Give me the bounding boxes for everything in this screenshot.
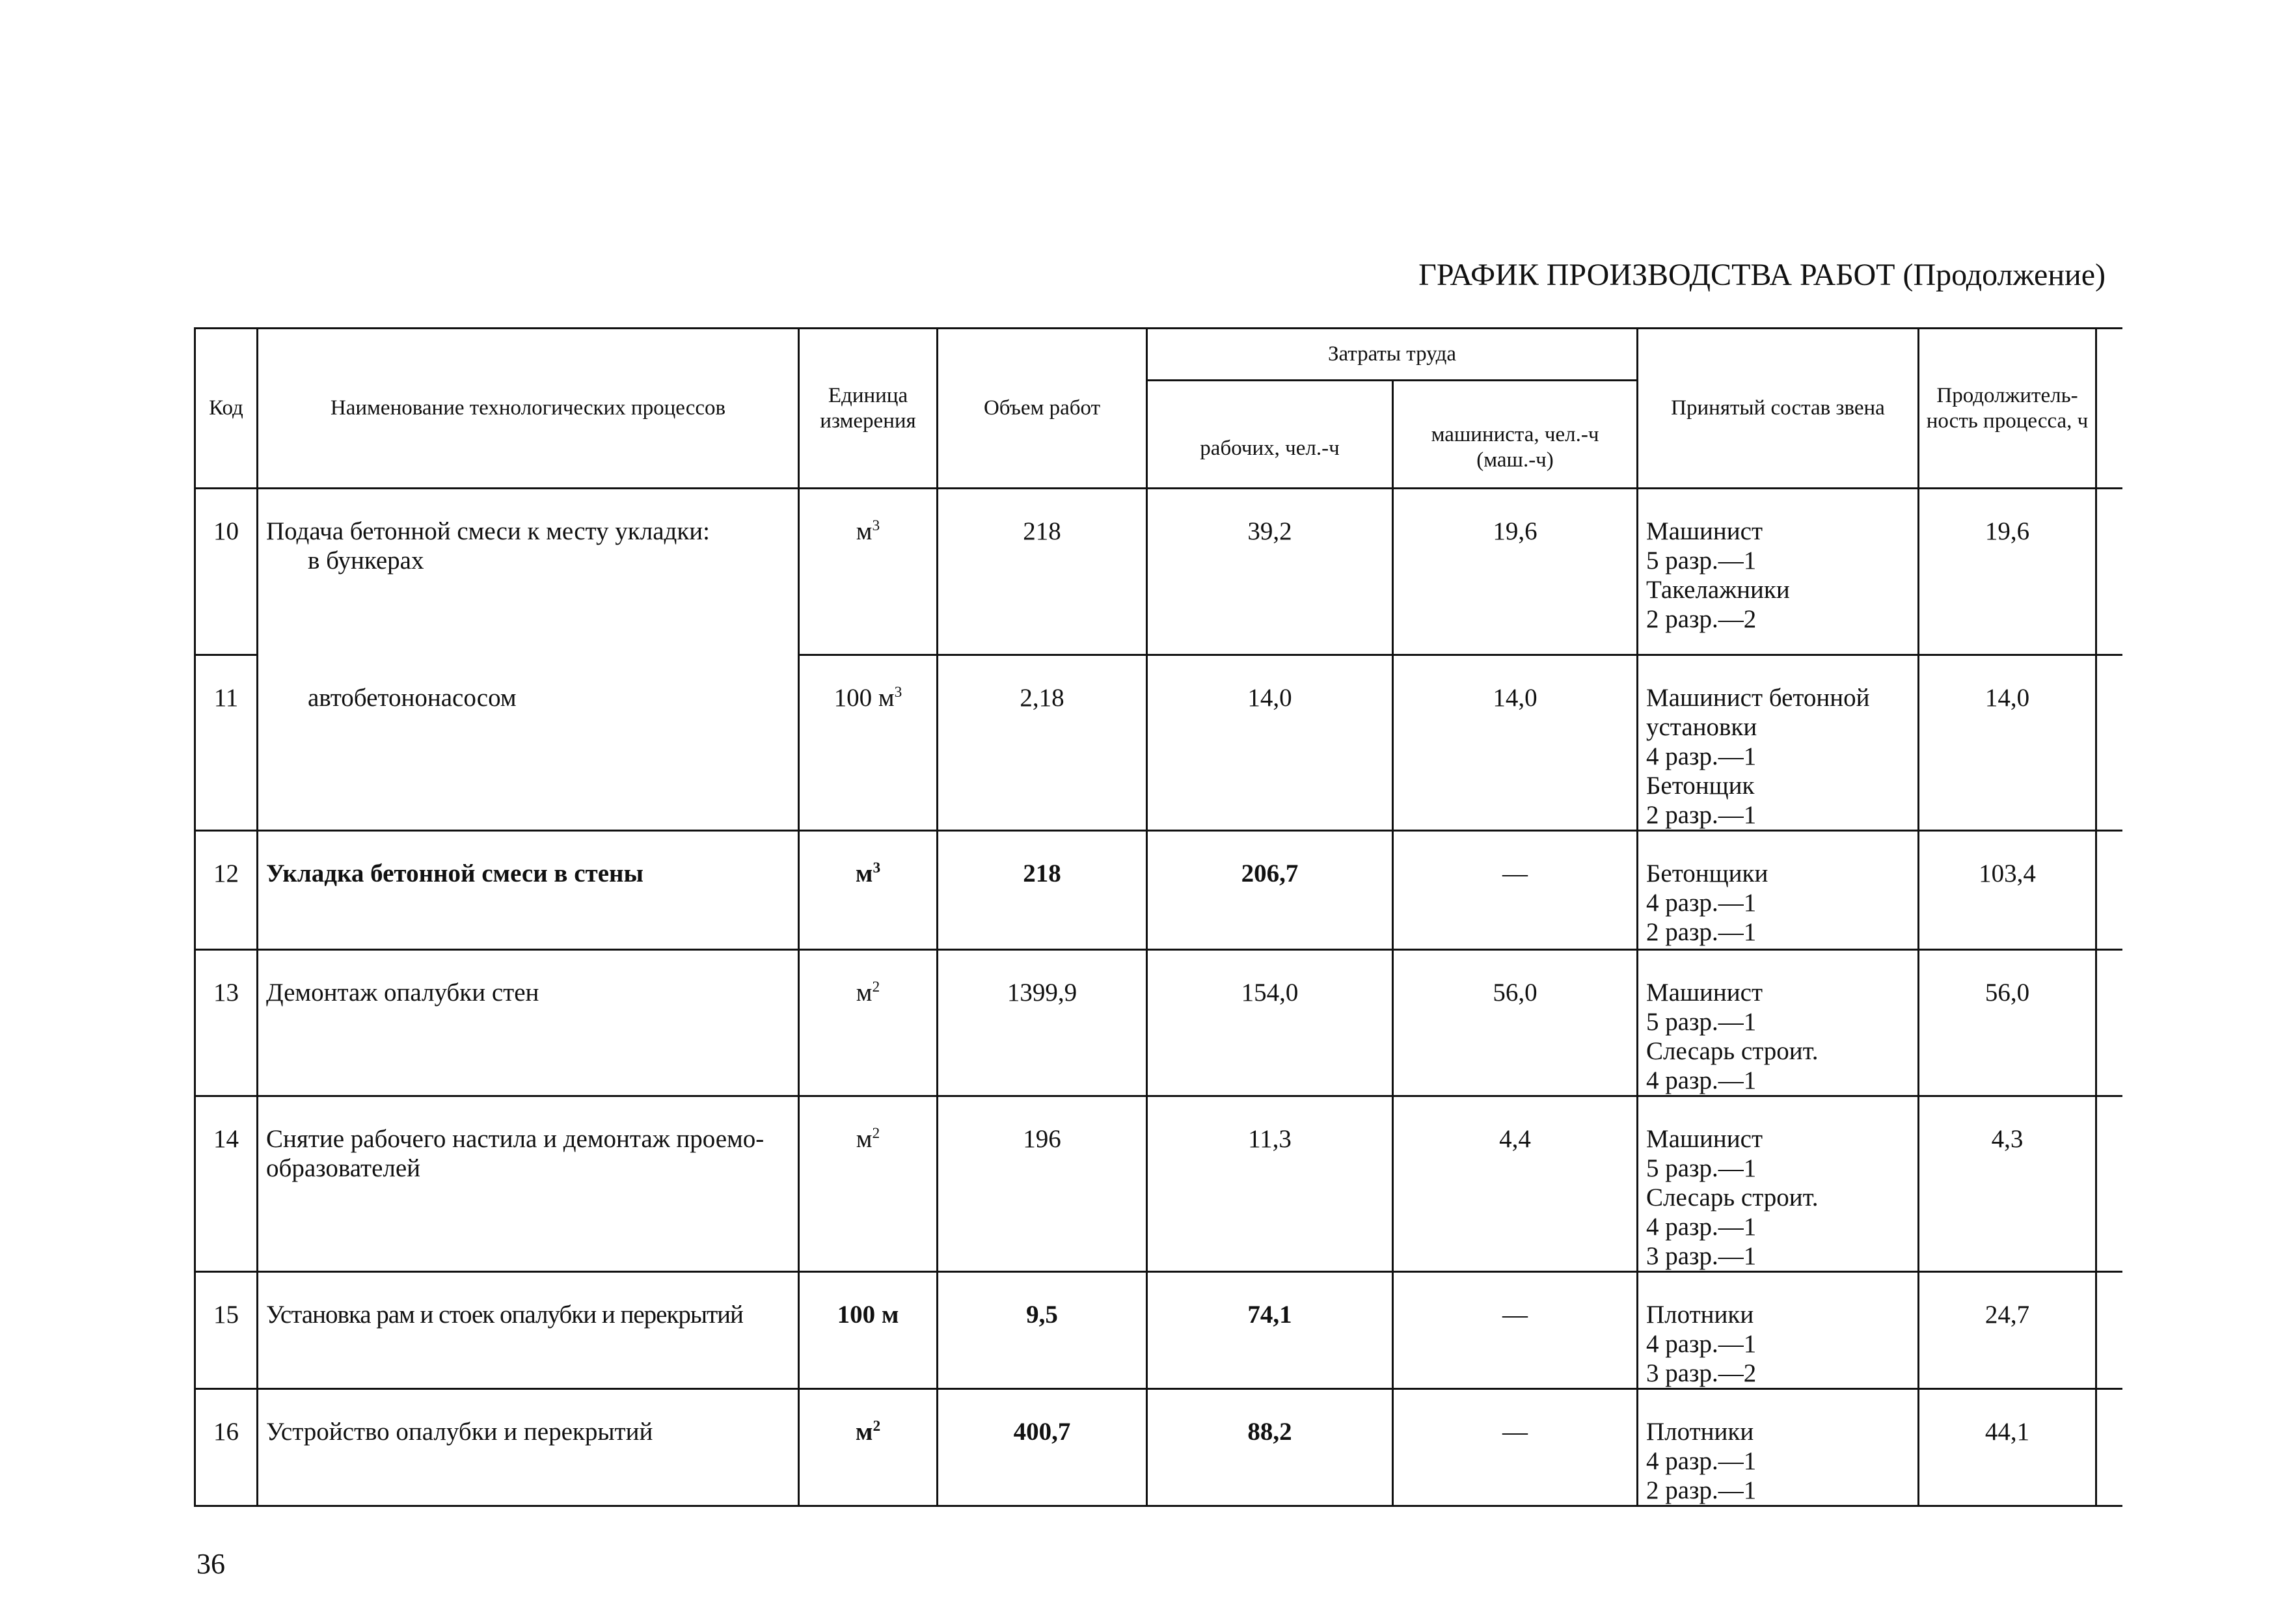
row-unit: 100 $м^3$ [799, 655, 938, 831]
row-unit: $м^2$ [799, 950, 938, 1096]
crew-line: Слесарь строит. [1646, 1184, 1819, 1211]
row-labor-workers: 88,2 [1147, 1389, 1393, 1506]
row-crew [1638, 1389, 1919, 1506]
row-labor-operator: 4,4 [1393, 1096, 1638, 1272]
crew-line: Машинист [1646, 979, 1763, 1007]
row-duration: 56,0 [1919, 950, 2096, 1096]
row-volume: 1399,9 [938, 950, 1147, 1096]
row-blank [2096, 1389, 2122, 1506]
row-labor-operator: 14,0 [1393, 655, 1638, 831]
row-crew [1638, 1272, 1919, 1389]
crew-line: Машинист [1646, 1125, 1763, 1153]
row-volume: 2,18 [938, 655, 1147, 831]
row-process-name [258, 1096, 799, 1272]
crew-line: 3 разр.—2 [1646, 1359, 1757, 1387]
row-crew [1638, 831, 1919, 950]
row-unit: $м^3$ [799, 831, 938, 950]
row-labor-workers: 11,3 [1147, 1096, 1393, 1272]
process-name-text: Снятие рабочего настила и демонтаж проемо- [266, 1125, 765, 1153]
row-duration: 14,0 [1919, 655, 2096, 831]
row-process-name: Устройство опалубки и перекрытий [258, 1389, 799, 1506]
crew-line: 5 разр.—1 [1646, 1154, 1757, 1182]
process-name-sub: образователей [266, 1154, 421, 1182]
row-duration: 24,7 [1919, 1272, 2096, 1389]
crew-line: 2 разр.—2 [1646, 605, 1757, 633]
process-name-sub: в бункерах [308, 547, 424, 575]
page-number: 36 [196, 1548, 225, 1580]
crew-line: Машинист [1646, 517, 1763, 545]
row-crew [1638, 655, 1919, 831]
row-blank [2096, 655, 2122, 831]
header-labor-workers: рабочих, чел.-ч [1147, 381, 1393, 489]
row-process-name [258, 489, 799, 831]
row-unit: $м^2$ [799, 1096, 938, 1272]
row-labor-workers: 39,2 [1147, 489, 1393, 655]
row-code: 11 [195, 655, 258, 831]
row-blank [2096, 1272, 2122, 1389]
row-unit: 100 м [799, 1272, 938, 1389]
crew-line: Плотники [1646, 1418, 1754, 1446]
row-blank [2096, 950, 2122, 1096]
row-duration: 4,3 [1919, 1096, 2096, 1272]
crew-line: 5 разр.—1 [1646, 1008, 1757, 1036]
header-code: Код [195, 329, 258, 489]
page-title: ГРАФИК ПРОИЗВОДСТВА РАБОТ (Продолжение) [1418, 258, 2106, 292]
row-volume: 218 [938, 489, 1147, 655]
row-unit: $м^2$ [799, 1389, 938, 1506]
crew-line: 4 разр.—1 [1646, 1066, 1757, 1094]
crew-line: Машинист бетонной [1646, 684, 1870, 712]
row-code: 15 [195, 1272, 258, 1389]
process-name-text: Подача бетонной смеси к месту укладки: [266, 517, 711, 545]
process-name-sub: автобетононасосом [308, 684, 517, 712]
table-row [195, 1389, 2122, 1506]
row-blank [2096, 1096, 2122, 1272]
row-labor-operator: — [1393, 1272, 1638, 1389]
row-volume: 400,7 [938, 1389, 1147, 1506]
row-process-name: Установка рам и стоек опалубки и перекрытий [258, 1272, 799, 1389]
row-code: 16 [195, 1389, 258, 1506]
row-labor-workers: 14,0 [1147, 655, 1393, 831]
header-duration: Продолжитель-ность процесса, ч [1919, 329, 2096, 489]
crew-line: Слесарь строит. [1646, 1037, 1819, 1065]
header-crew: Принятый состав звена [1638, 329, 1919, 489]
row-code: 10 [195, 489, 258, 655]
row-code: 13 [195, 950, 258, 1096]
row-code: 14 [195, 1096, 258, 1272]
row-duration: 103,4 [1919, 831, 2096, 950]
row-labor-operator: 56,0 [1393, 950, 1638, 1096]
row-volume: 218 [938, 831, 1147, 950]
row-labor-operator: 19,6 [1393, 489, 1638, 655]
crew-line: 2 разр.—1 [1646, 918, 1757, 946]
crew-line: 2 разр.—1 [1646, 1476, 1757, 1504]
row-volume: 9,5 [938, 1272, 1147, 1389]
row-labor-workers: 154,0 [1147, 950, 1393, 1096]
row-unit: $м^3$ [799, 489, 938, 655]
crew-line: 2 разр.—1 [1646, 801, 1757, 829]
crew-line: 5 разр.—1 [1646, 547, 1757, 575]
table-row [195, 950, 2122, 1096]
crew-line: 4 разр.—1 [1646, 1447, 1757, 1475]
table-row [195, 1272, 2122, 1389]
row-blank [2096, 831, 2122, 950]
table-row [195, 831, 2122, 950]
row-labor-workers: 74,1 [1147, 1272, 1393, 1389]
crew-line: 4 разр.—1 [1646, 1330, 1757, 1358]
crew-line: 3 разр.—1 [1646, 1242, 1757, 1270]
crew-line: Плотники [1646, 1301, 1754, 1329]
crew-line: 4 разр.—1 [1646, 1213, 1757, 1241]
row-code: 12 [195, 831, 258, 950]
header-unit: Единица измерения [799, 329, 938, 489]
row-crew [1638, 489, 1919, 655]
row-labor-operator: — [1393, 831, 1638, 950]
row-labor-workers: 206,7 [1147, 831, 1393, 950]
row-process-name: Демонтаж опалубки стен [258, 950, 799, 1096]
crew-line: установки [1646, 713, 1757, 741]
header-blank [2096, 329, 2122, 489]
crew-line: Такелажники [1646, 576, 1790, 604]
crew-line: Бетонщики [1646, 859, 1768, 887]
row-blank [2096, 489, 2122, 655]
table-row [195, 489, 2122, 655]
table-row [195, 1096, 2122, 1272]
header-volume: Объем работ [938, 329, 1147, 489]
row-duration: 19,6 [1919, 489, 2096, 655]
row-crew [1638, 950, 1919, 1096]
header-process-name: Наименование технологических процессов [258, 329, 799, 489]
row-volume: 196 [938, 1096, 1147, 1272]
crew-line: 4 разр.—1 [1646, 742, 1757, 770]
header-labor-costs: Затраты труда [1147, 329, 1638, 381]
row-crew [1638, 1096, 1919, 1272]
row-process-name: Укладка бетонной смеси в стены [258, 831, 799, 950]
row-labor-operator: — [1393, 1389, 1638, 1506]
crew-line: Бетонщик [1646, 772, 1755, 800]
header-labor-operator: машиниста, чел.-ч (маш.-ч) [1393, 381, 1638, 489]
row-duration: 44,1 [1919, 1389, 2096, 1506]
work-schedule-table [194, 327, 2122, 1507]
crew-line: 4 разр.—1 [1646, 889, 1757, 917]
